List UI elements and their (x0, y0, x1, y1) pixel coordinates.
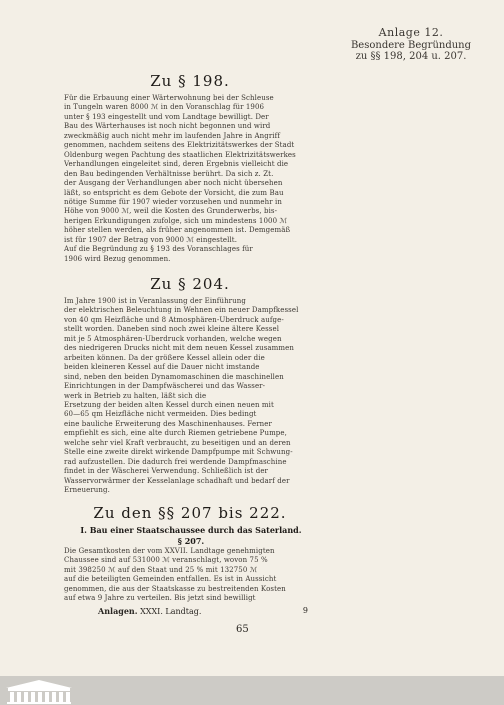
text-line: von 40 qm Heizfläche und 8 Atmosphären-Überdruck aufge- (64, 315, 284, 324)
text-line: Oldenburg wegen Pachtung des staatlichen Elektrizitätswerkes (64, 150, 296, 159)
text-line: arbeiten können. Da der größere Kessel allein oder die (64, 353, 265, 362)
text-line: Bau des Wärterhauses ist noch nicht begonnen und wird (64, 122, 271, 131)
text-line: rad aufzustellen. Die dadurch frei werdende Dampfmaschine (64, 457, 287, 466)
library-building-logo (4, 678, 74, 704)
text-line: in Tungeln waren 8000 ℳ in den Voranschlag für 1906 (64, 103, 265, 112)
paragraph-207-title: § 207. (177, 536, 205, 546)
section-204-heading: Zu § 204. (150, 275, 230, 293)
text-line: 1906 wird Bezug genommen. (64, 254, 171, 263)
text-line: nötige Summe für 1907 wieder vorzusehen und nunmehr in (64, 197, 282, 206)
text-line: höher stellen werden, als früher angenommen ist. Demgemäß (64, 226, 291, 235)
text-line: ist für 1907 der Betrag von 9000 ℳ eingestellt. (64, 235, 238, 244)
page-footer (98, 606, 308, 616)
annex-title: Anlage 12. (378, 26, 444, 39)
page-number: 65 (236, 624, 249, 635)
annex-line-2: zu §§ 198, 204 u. 207. (355, 51, 467, 62)
text-line: herigen Erkundigungen zufolge, sich um mindestens 1000 ℳ (64, 216, 288, 225)
section-204-body (64, 297, 318, 496)
footer-sheet: 9 (302, 606, 308, 615)
text-line: Chaussee sind auf 531000 ℳ veranschlagt, wovon 75 % (64, 556, 268, 565)
text-line: 60—65 qm Heizfläche nicht vermeiden. Dies bedingt (64, 410, 257, 419)
text-line: welche sehr viel Kraft verbraucht, zu beseitigen und an deren (64, 438, 291, 447)
footer-volume: XXXI. Landtag. (140, 607, 202, 616)
section-207-222-heading: Zu den §§ 207 bis 222. (93, 504, 287, 522)
text-line: stellt worden. Daneben sind noch zwei kleine ältere Kessel (64, 325, 280, 334)
text-line: sind, neben den beiden Dynamomaschinen die maschinellen (64, 372, 284, 381)
text-line: läßt, so entspricht es dem Gebote der Vorsicht, die zum Bau (64, 188, 284, 197)
text-line: Erneuerung. (64, 486, 110, 495)
annex-line-1: Besondere Begründung (350, 40, 472, 51)
text-line: werk in Betrieb zu halten, läßt sich die (64, 391, 207, 400)
text-line: des niedrigeren Drucks nicht mit dem neuen Kessel zusammen (64, 344, 295, 353)
text-line: Ersetzung der beiden alten Kessel durch einen neuen mit (64, 400, 274, 409)
text-line: zweckmäßig auch nicht mehr im laufenden Jahre in Angriff (64, 131, 281, 140)
bottom-bar (0, 676, 504, 705)
text-line: Die Gesamtkosten der vom XXVII. Landtage genehmigten (64, 547, 275, 555)
text-line: Wasservorwärmer der Kesselanlage schadhaft und bedarf der (64, 476, 290, 485)
text-line: der Ausgang der Verhandlungen aber noch nicht übersehen (64, 179, 283, 188)
text-line: mit je 5 Atmosphären-Überdruck vorhanden, welche wegen (64, 334, 282, 343)
text-line: eine bauliche Erweiterung des Maschinenhauses. Ferner (64, 419, 272, 428)
text-line: mit 398250 ℳ auf den Staat und 25 % mit 132750 ℳ (64, 565, 258, 574)
text-line: genommen, nachdem seitens des Elektrizitätswerkes der Stadt (64, 141, 295, 150)
text-line: unter § 193 eingestellt und vom Landtage bewilligt. Der (64, 112, 269, 121)
section-198-heading: Zu § 198. (150, 72, 230, 90)
text-line: genommen, die aus der Staatskasse zu bestreitenden Kosten (64, 584, 286, 593)
text-line: Höhe von 9000 ℳ, weil die Kosten des Grunderwerbs, bis- (64, 207, 278, 216)
section-207-body (64, 547, 318, 604)
text-line: den Bau bedingenden Verhältnisse berührt. Da sich z. Zt. (64, 169, 274, 178)
text-line: empfiehlt es sich, eine alte durch Riemen getriebene Pumpe, (64, 429, 287, 438)
text-line: Einrichtungen in der Dampfwäscherei und das Wasser- (64, 382, 266, 391)
text-line: findet in der Wäscherei Verwendung. Schließlich ist der (64, 467, 269, 476)
text-line: auf die beteiligten Gemeinden entfallen. Es ist in Aussicht (64, 575, 277, 584)
footer-label: Anlagen. (98, 606, 138, 616)
text-line: Verhandlungen eingeleitet sind, deren Ergebnis vielleicht die (64, 160, 289, 169)
text-line: der elektrischen Beleuchtung in Wehnen ein neuer Dampfkessel (64, 306, 299, 315)
text-line: Stelle eine zweite direkt wirkende Dampfpumpe mit Schwung- (64, 448, 293, 457)
text-line: Auf die Begründung zu § 193 des Voranschlages für (64, 245, 253, 254)
text-line: Für die Erbauung einer Wärterwohnung bei der Schleuse (64, 94, 274, 102)
section-198-body (64, 94, 318, 264)
text-line: auf etwa 9 Jahre zu verteilen. Bis jetzt sind bewilligt (64, 594, 256, 603)
text-line: beiden kleineren Kessel auf die Dauer nicht imstande (64, 363, 260, 372)
text-line: Im Jahre 1900 ist in Veranlassung der Einführung (64, 297, 246, 305)
chaussee-subheading: I. Bau einer Staatschaussee durch das Saterland. (80, 525, 302, 535)
annex-label (346, 27, 476, 62)
